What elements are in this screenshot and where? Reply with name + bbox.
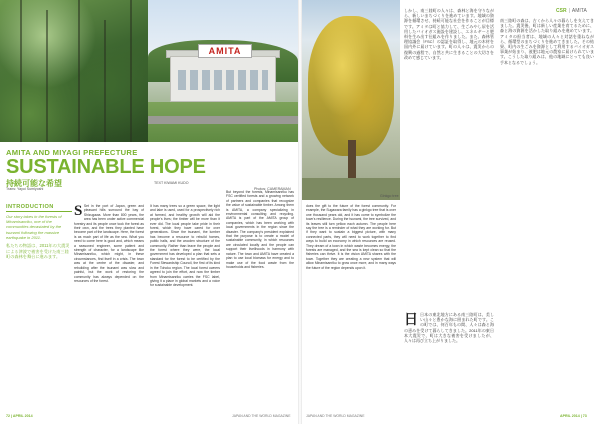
- byline: TEXT KIWAMI KUDO: [154, 181, 189, 185]
- kicker: AMITA AND MIYAGI PREFECTURE: [6, 148, 138, 157]
- footer-right: JAPAN AND THE WORLD MAGAZINE: [306, 414, 365, 418]
- section-label: CSR | AMITA: [556, 8, 587, 14]
- left-column-1: [74, 204, 144, 410]
- column-text: しかし、南三陸町の人々は、森林と海を守りながら、新しいまちづくりを進めています。地域の資源を循環させ、持続可能な社会を作ることが目標です。アミタは町と協力して、生ごみやし尿を活用したバイオガス施設を建設し、エネルギーと肥料を生み出す仕組みを作りました。また、森林管理協議会（FSC）の認証を取得し、地元の木材を国内外に届けています。町の人々は、震災からの復興の過程で、自然と共に生きることの大切さを改めて感じています。: [404, 8, 494, 60]
- intro-text: Our story takes in the forests of Minamisanriku, one of the communities devastated by the tsunami following the massive earthquake in 2011.: [6, 214, 62, 240]
- intro-text-jp: 私たちの物語は、2011年の大震災による津波で被害を受けた南三陸町の森林を舞台に進みます。: [6, 243, 70, 260]
- column-text: 日本の東北地方にある南三陸町は、美しい山々と豊かな海に囲まれた町です。この町では、何百年もの間、人々は森と海の恵みを受けて暮らしてきました。2011年の東日本大震災で、町は大きな被害を受けましたが、人々は再び立ち上がりました。: [404, 312, 494, 344]
- right-column-3: [500, 18, 594, 408]
- page-number-left: 72 | APRIL 2014: [6, 414, 33, 418]
- forest-photo: [0, 0, 148, 142]
- column-text: 南三陸町の森は、古くから人々の暮らしを支えてきました。震災後、町は新しい産業を育てるために、森と海の資源を活かした取り組みを進めています。アミタの担当者は、地域の人々と対話を重ねながら、循環型のまちづくりを進めてきました。その結果、町内の生ごみを資源として利用するバイオガス事業が始まり、液肥は地元の農家に届けられています。こうした取り組みは、他の地域にとっても良い手本となるでしょう。: [500, 18, 594, 65]
- headline: SUSTAINABLE HOPE: [6, 156, 206, 178]
- photo-caption: Ginkgo tree: [380, 194, 399, 198]
- factory-photo: [148, 0, 298, 142]
- column-text: But beyond the forests, Minamisanriku has FSC certified forests and a growing network of partners and companies that recognize the value of sustainable timber. Among them is AMITA, a company specializing in environmental consulting and recycling. AMITA is part of the AMITA group of companies, which has been working with local governments in the region since the disaster. The company's president explained that the purpose is to create a model of sustainable community, in which resources are circulated locally and the people can support their livelihoods in harmony with nature. The town and AMITA have created a plan to use local biomass for energy and to make use of the food waste from the households and fisheries.: [226, 190, 294, 269]
- photo-credit: Photos: CAMERAMAN: [254, 187, 291, 191]
- drop-cap-jp: 日: [404, 312, 418, 327]
- intro-rule: [6, 211, 72, 212]
- column-text: It has many trees so a green space, the light and lake is used, used for a prospectively rich at farmed, and healthy growth will aid the people's lives; the timber will be more than it ever did. The local people take pride in their forest, which they have cared for over generations. Since the tsunami, the lumber has become a resource to rebuild homes, public halls, and the wooden structure of the community. Rather than leave the people and the forest where they were, the local government has developed a plan that sets a standard for the forest to be certified by the Forest Stewardship Council, the first of its kind in the Tohoku region. The local forest owners agreed to join the effort, and now the timber from Minamisanriku carries the FSC label, giving it a place in global markets and a voice for sustainable development.: [150, 204, 220, 288]
- left-column-3: [226, 190, 294, 410]
- factory-sign: AMITA: [198, 44, 252, 58]
- drop-cap: S: [74, 204, 83, 219]
- ginkgo-photo: [302, 0, 400, 200]
- headline-jp: 持続可能な希望: [6, 179, 62, 188]
- footer-left: JAPAN AND THE WORLD MAGAZINE: [232, 414, 291, 418]
- right-column-2b: [404, 312, 494, 408]
- page-number-right: APRIL 2014 | 73: [560, 414, 587, 418]
- left-column-2: [150, 204, 220, 410]
- intro-heading: INTRODUCTION: [6, 204, 54, 210]
- column-text: Set in the port of Japan, green and pleasant hills surround the bay of Shizugawa. More than 800 years, the area has been under active commercial forestry and its people once took the forest as their own, and the trees they planted have become part of the landscape. Here, the forest is as much part of life as the sea. What you need to come here is good and, which means a seasoned engineer, some patient and strength of character, for a landscape like Minamisanriku, which might, in these circumstances, find itself in a crisis. The town was at the centre of the disaster, and rebuilding after the tsunami was slow and painful, but the work of restoring the community has always depended on the resources of the forest.: [74, 204, 144, 283]
- right-column-1: [306, 204, 396, 398]
- author-credit: Trans: Yayoi Sumiyoshi: [6, 187, 44, 191]
- column-text: does the gift to the future of the forest community. For example, the Sugawara family has a ginkgo tree that is over one thousand years old, and it has come to symbolize the town's resilience. During the tsunami, the tree survived, and its leaves still turn yellow each autumn. The people here say the tree is a reminder of what they are working for. But if they want to sustain a biggest picture, with many connected parts, they will need to work together to find ways to build an economy in which resources are reused. They dream of a town in which waste becomes energy, the forests are managed, and the sea is kept clean so that the fisheries can thrive. It is the vision AMITA shares with the town. Together they are creating a new system that will allow Minamisanriku to grow once more, and in many ways the future of the region depends upon it.: [306, 204, 396, 270]
- right-column-2: [404, 8, 494, 308]
